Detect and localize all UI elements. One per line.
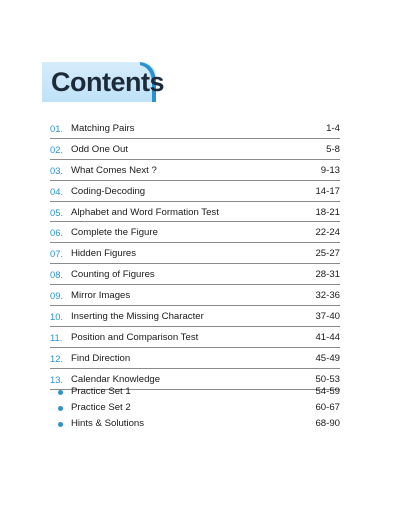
toc-entry-pages: 45-49 bbox=[315, 352, 340, 364]
toc-entry[interactable] bbox=[50, 202, 340, 223]
page-title: Contents bbox=[51, 67, 164, 97]
toc-entry-number: 03. bbox=[50, 164, 64, 176]
extra-section-pages: 60-67 bbox=[315, 402, 340, 413]
toc-entry-title: Calendar Knowledge bbox=[71, 373, 161, 385]
extra-section-entry[interactable] bbox=[58, 416, 340, 432]
toc-entry-title: What Comes Next ? bbox=[71, 164, 157, 176]
toc-entry-pages: 50-53 bbox=[315, 373, 340, 385]
toc-entry[interactable] bbox=[50, 139, 340, 160]
toc-entry-number: 12. bbox=[50, 352, 64, 364]
toc-entry-title: Inserting the Missing Character bbox=[71, 311, 204, 323]
toc-entry-title: Complete the Figure bbox=[71, 227, 158, 239]
extra-section-pages: 54-59 bbox=[315, 386, 340, 397]
toc-entry[interactable] bbox=[50, 327, 340, 348]
toc-entry[interactable] bbox=[50, 306, 340, 327]
toc-entry-number: 09. bbox=[50, 290, 64, 302]
toc-entry-number: 04. bbox=[50, 185, 64, 197]
toc-entry[interactable] bbox=[50, 348, 340, 369]
extra-section-pages: 68-90 bbox=[315, 418, 340, 429]
toc-entry-title: Matching Pairs bbox=[71, 123, 135, 134]
toc-entry-title: Find Direction bbox=[71, 352, 131, 364]
toc-entry[interactable] bbox=[50, 264, 340, 285]
contents-header bbox=[42, 62, 164, 102]
extra-section-title: Hints & Solutions bbox=[71, 418, 145, 429]
toc-entry[interactable] bbox=[50, 222, 340, 243]
toc-entry-title: Position and Comparison Test bbox=[71, 331, 199, 343]
toc-entry-pages: 5-8 bbox=[326, 143, 340, 155]
toc-entry-title: Coding-Decoding bbox=[71, 185, 146, 197]
toc-entry-number: 01. bbox=[50, 123, 64, 134]
toc-entry-pages: 37-40 bbox=[315, 311, 340, 323]
toc-entry[interactable] bbox=[50, 160, 340, 181]
toc-entry-number: 10. bbox=[50, 311, 64, 323]
toc-entry-number: 02. bbox=[50, 143, 64, 155]
toc-entry-number: 11. bbox=[50, 331, 63, 343]
toc-entry-pages: 18-21 bbox=[315, 206, 340, 218]
extra-section-title: Practice Set 2 bbox=[71, 402, 131, 413]
toc-entry-title: Odd One Out bbox=[71, 143, 129, 155]
toc-entry-pages: 1-4 bbox=[326, 123, 340, 134]
toc-entry-number: 08. bbox=[50, 269, 64, 281]
toc-entry[interactable] bbox=[50, 243, 340, 264]
toc-entry-pages: 28-31 bbox=[315, 269, 340, 281]
toc-list bbox=[50, 118, 340, 390]
toc-entry[interactable] bbox=[50, 181, 340, 202]
extra-sections-list bbox=[58, 384, 340, 432]
toc-entry-number: 05. bbox=[50, 206, 64, 218]
toc-entry-number: 07. bbox=[50, 248, 64, 260]
toc-entry[interactable] bbox=[50, 285, 340, 306]
toc-entry-title: Hidden Figures bbox=[71, 248, 137, 260]
bullet-icon bbox=[58, 390, 63, 395]
bullet-icon bbox=[58, 422, 63, 427]
extra-section-entry[interactable] bbox=[58, 400, 340, 416]
toc-entry-pages: 9-13 bbox=[320, 164, 340, 176]
toc-entry-pages: 41-44 bbox=[315, 331, 340, 343]
toc-entry-title: Counting of Figures bbox=[71, 269, 155, 281]
toc-entry-number: 13. bbox=[50, 373, 64, 385]
toc-entry-pages: 25-27 bbox=[315, 248, 340, 260]
extra-section-title: Practice Set 1 bbox=[71, 386, 131, 397]
toc-entry[interactable] bbox=[50, 118, 340, 139]
toc-entry-pages: 14-17 bbox=[315, 185, 340, 197]
toc-entry-pages: 32-36 bbox=[315, 290, 340, 302]
toc-entry-title: Alphabet and Word Formation Test bbox=[71, 206, 219, 218]
toc-entry-title: Mirror Images bbox=[71, 290, 131, 302]
toc-entry-number: 06. bbox=[50, 227, 64, 239]
extra-section-entry[interactable] bbox=[58, 384, 340, 400]
toc-entry-pages: 22-24 bbox=[315, 227, 340, 239]
bullet-icon bbox=[58, 406, 63, 411]
